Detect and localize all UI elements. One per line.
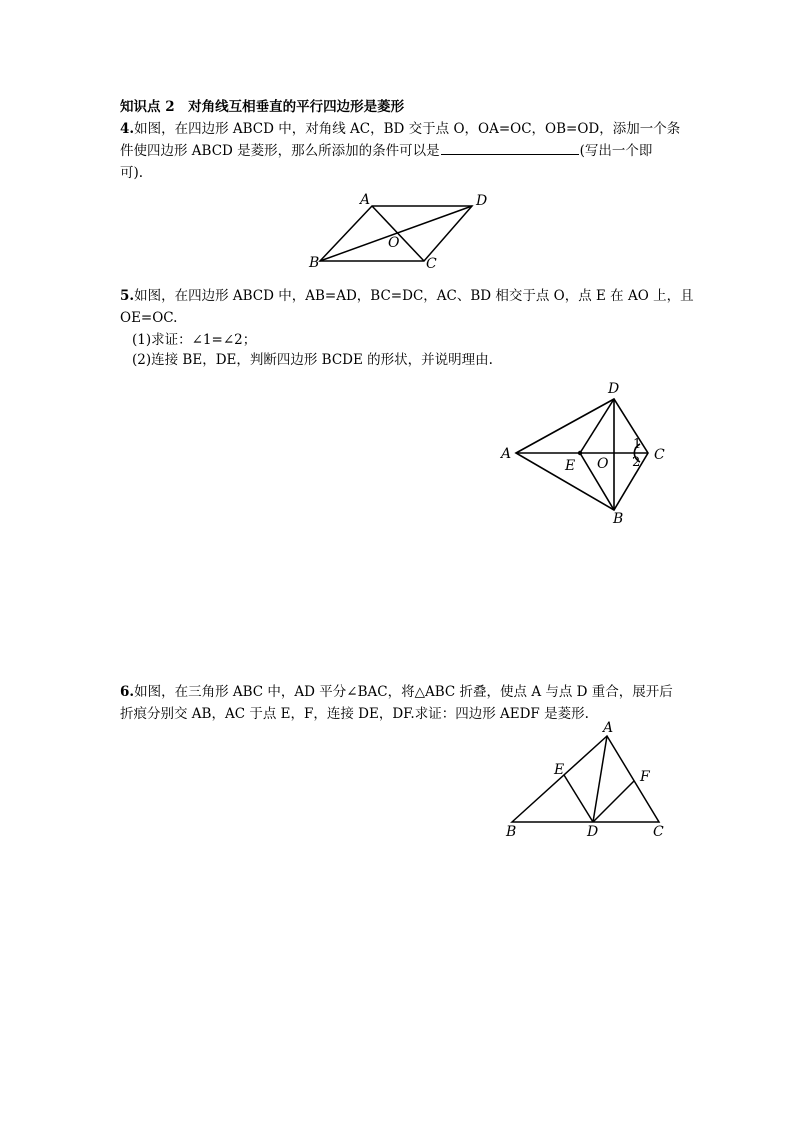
question-5-line-1 [120,285,694,307]
question-5-text-1: 如图，在四边形 ABCD 中，AB=AD，BC=DC，AC、BD 相交于点 O，点 E 在 AO 上，且 [134,288,694,304]
question-6-line-2: 折痕分别交 AB，AC 于点 E，F，连接 DE，DF.求证：四边形 AEDF 是菱形. [120,706,589,722]
segment-ed [564,775,593,822]
question-6-number: 6. [120,684,135,700]
question-4-text-2b: (写出一个即 [579,143,653,159]
label-o: O [388,235,400,251]
point-e [578,451,582,455]
question-4-line-1 [120,118,680,140]
question-5-part-2: (2)连接 BE，DE，判断四边形 BCDE 的形状，并说明理由. [132,352,493,368]
question-4-number: 4. [120,121,135,137]
label-a: A [360,192,371,208]
label-d: D [608,381,620,397]
label-d: D [587,824,599,840]
question-6-text-1: 如图，在三角形 ABC 中，AD 平分∠BAC，将△ABC 折叠，使点 A 与点 D 重合，展开后 [134,684,673,700]
question-4-text-2: 件使四边形 ABCD 是菱形，那么所添加的条件可以是 [120,143,440,159]
question-6-line-1 [120,681,673,703]
label-b: B [613,511,624,527]
question-4-line-3: 可). [120,165,144,181]
figure-kite-abcd [496,372,686,532]
answer-blank[interactable] [441,140,579,155]
label-e: E [554,762,565,778]
figure-parallelogram-abcd [300,186,500,276]
question-4-text-1: 如图，在四边形 ABCD 中，对角线 AC，BD 交于点 O，OA=OC，OB=OD，添加一个条 [134,121,681,137]
label-c: C [653,824,664,840]
label-angle-1: 1 [633,437,642,452]
label-b: B [506,824,517,840]
label-angle-2: 2 [632,455,641,470]
question-5-part-1: (1)求证：∠1=∠2； [132,332,257,348]
question-5-line-2: OE=OC. [120,310,178,326]
label-b: B [309,255,320,271]
figure-triangle-abc [500,718,680,846]
label-d: D [476,193,488,209]
question-4-line-2 [120,140,652,162]
question-5-number: 5. [120,288,135,304]
diagonal-bd [320,206,472,261]
label-o: O [597,456,609,472]
segment-ed [580,399,614,453]
label-c: C [426,256,437,272]
kite-outline [516,399,648,510]
label-a: A [603,720,614,736]
label-e: E [565,458,576,474]
label-c: C [654,447,665,463]
section-heading: 知识点 2 对角线互相垂直的平行四边形是菱形 [120,99,405,115]
label-a: A [501,446,512,462]
label-f: F [640,769,650,785]
